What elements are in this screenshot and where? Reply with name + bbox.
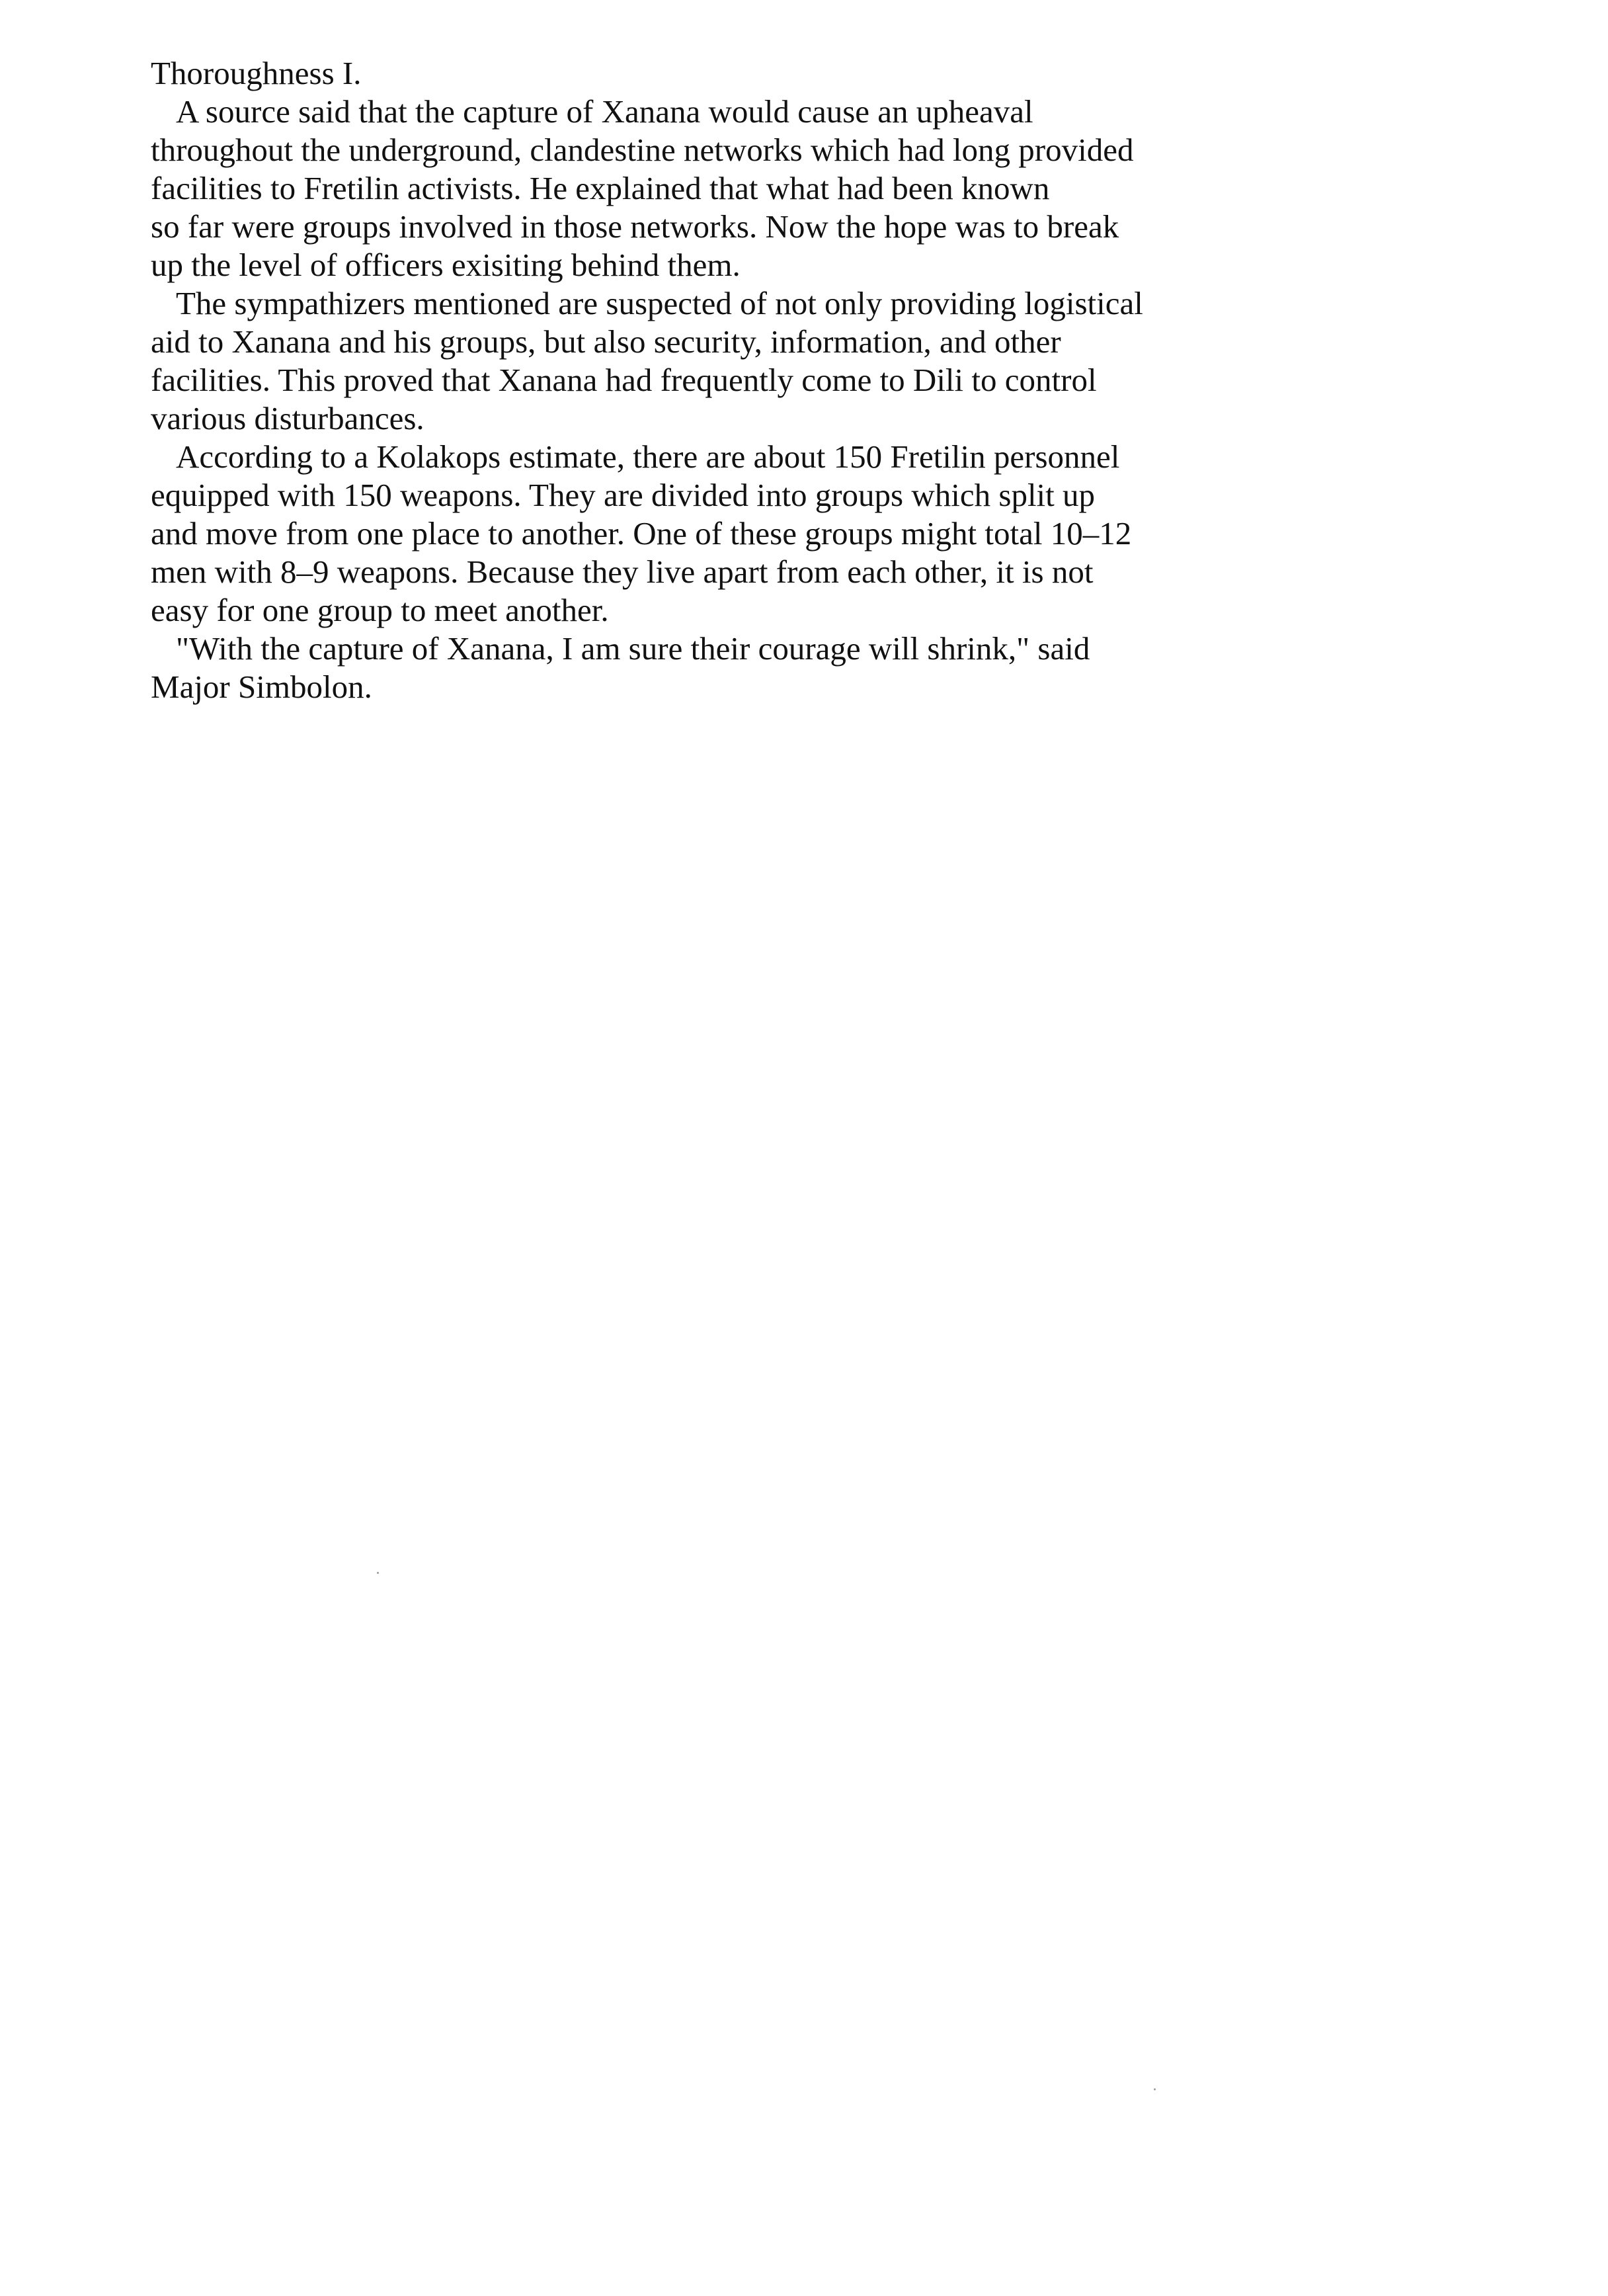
text-line: Major Simbolon.: [151, 669, 372, 705]
paragraph-start-line: "With the capture of Xanana, I am sure their courage will shrink," said: [176, 630, 1090, 667]
text-line: easy for one group to meet another.: [151, 592, 609, 628]
article-body: [151, 54, 1407, 706]
text-line: aid to Xanana and his groups, but also security, information, and other: [151, 323, 1061, 360]
paragraph-start-line: According to a Kolakops estimate, there are about 150 Fretilin personnel: [176, 438, 1120, 475]
text-line: facilities. This proved that Xanana had frequently come to Dili to control: [151, 362, 1097, 398]
paragraph-start-line: A source said that the capture of Xanana would cause an upheaval: [176, 93, 1033, 130]
scan-speck: [1154, 2088, 1156, 2090]
text-line: Thoroughness I.: [151, 55, 362, 91]
text-line: up the level of officers exisiting behind them.: [151, 247, 741, 283]
text-line: and move from one place to another. One of these groups might total 10–12: [151, 515, 1132, 552]
text-line: so far were groups involved in those networks. Now the hope was to break: [151, 208, 1119, 245]
text-line: various disturbances.: [151, 400, 424, 436]
text-line: men with 8–9 weapons. Because they live apart from each other, it is not: [151, 554, 1094, 590]
paragraph-start-line: The sympathizers mentioned are suspected of not only providing logistical: [176, 285, 1143, 321]
text-line: equipped with 150 weapons. They are divided into groups which split up: [151, 477, 1096, 513]
text-line: throughout the underground, clandestine networks which had long provided: [151, 132, 1134, 168]
scan-speck: [377, 1572, 379, 1574]
text-line: facilities to Fretilin activists. He explained that what had been known: [151, 170, 1050, 206]
